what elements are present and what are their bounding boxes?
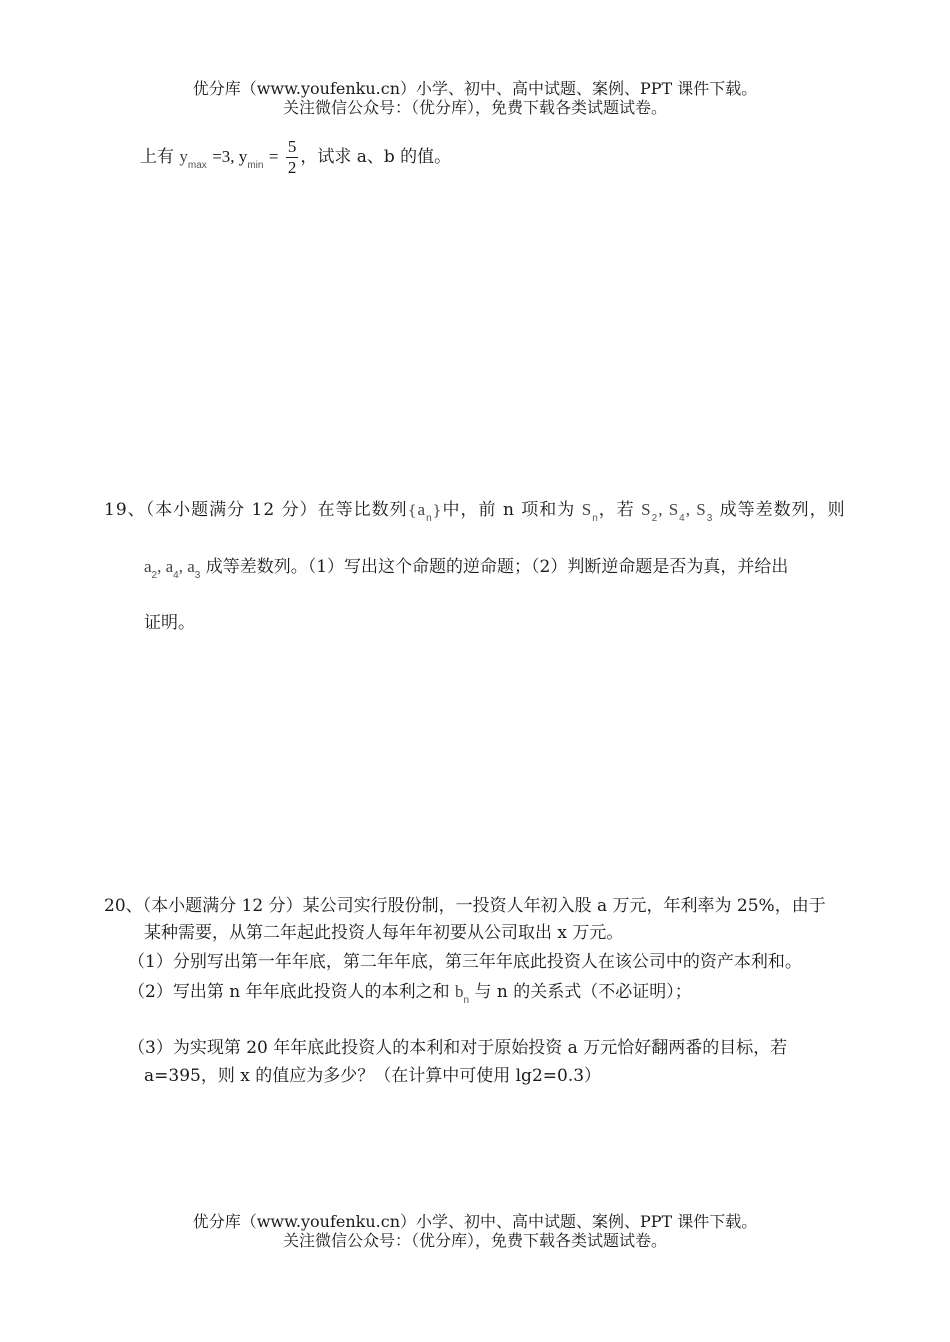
a-comma-1: , a: [157, 557, 174, 576]
a4-sub: 4: [173, 570, 179, 581]
a-list-var: a: [144, 557, 152, 576]
q20-number: 20、: [104, 896, 143, 916]
q20-part-3-line-2: a=395，则 x 的值应为多少？（在计算中可使用 lg2=0.3）: [144, 1066, 602, 1086]
a2-sub: 2: [151, 570, 158, 581]
q19-number: 19、: [104, 500, 146, 520]
sum-sub: n: [592, 513, 599, 524]
bn-sub: n: [463, 995, 470, 1006]
set-close-brace: }: [432, 503, 443, 519]
ymin-eq: =: [268, 147, 279, 166]
q20-part-3-line-1: （3）为实现第 20 年年底此投资人的本利和对于原始投资 a 万元恰好翻两番的目标，若: [128, 1038, 788, 1058]
q20-part-1: （1）分别写出第一年年底，第二年年底，第三年年底此投资人在该公司中的资产本利和。: [128, 952, 802, 972]
ymin-sub: min: [247, 160, 264, 171]
a3-sub: 3: [194, 570, 201, 581]
q18-suffix: ，试求 a、b 的值。: [300, 147, 452, 167]
bn-var: b: [454, 982, 464, 1001]
s-comma-2: , S: [685, 500, 707, 519]
q19-mid-2: ，若: [598, 500, 635, 520]
q19-line-1: [104, 498, 846, 531]
q20-line-1-text: （本小题满分 12 分）某公司实行股份制，一投资人年初入股 a 万元，年利率为 25%，由于: [142, 896, 826, 916]
fraction: [286, 137, 299, 178]
s-comma-1: , S: [658, 500, 680, 519]
fraction-denominator: 2: [287, 158, 297, 177]
footer-line-1: 优分库（www.youfenku.cn）小学、初中、高中试题、案例、PPT 课件下载。: [192, 1212, 758, 1231]
q20-line-1: [104, 894, 826, 918]
footer-line-2: 关注微信公众号：（优分库），免费下载各类试题试卷。: [282, 1231, 667, 1250]
ymax-eq: =3, y: [212, 147, 248, 166]
ymax-var: y: [179, 147, 188, 166]
sum-var: S: [581, 500, 593, 519]
seq-sub: n: [426, 513, 433, 524]
q18-prefix: 上有: [140, 147, 174, 167]
fraction-numerator: 5: [287, 137, 297, 156]
s4-sub: 4: [679, 513, 686, 524]
seq-var: a: [417, 500, 427, 519]
q19-intro: （本小题满分 12 分）在等比数列: [145, 500, 408, 520]
ymax-sub: max: [187, 160, 207, 171]
s3-sub: 3: [706, 513, 714, 524]
q19-line-3: 证明。: [144, 613, 195, 633]
s-list-var: S: [641, 500, 652, 519]
s2-sub: 2: [651, 513, 659, 524]
header-line-2: 关注微信公众号：（优分库），免费下载各类试题试卷。: [282, 98, 667, 117]
q19-line-2: [144, 555, 788, 588]
q20-line-2: 某种需要，从第二年起此投资人每年年初要从公司取出 x 万元。: [144, 923, 624, 943]
q19-line-2-text: 成等差数列。（1）写出这个命题的逆命题；（2）判断逆命题是否为真，并给出: [205, 557, 789, 577]
q19-tail-1: 成等差数列，则: [719, 500, 846, 520]
q20-part-2-post: 与 n 的关系式（不必证明）；: [474, 982, 692, 1002]
q20-part-2: [128, 980, 692, 1013]
q19-mid-1: 中，前 n 项和为: [442, 500, 576, 520]
q18-conclusion: [140, 137, 451, 181]
header-line-1: 优分库（www.youfenku.cn）小学、初中、高中试题、案例、PPT 课件下载。: [192, 79, 758, 98]
page-footer: [0, 1212, 950, 1250]
a-comma-2: , a: [178, 557, 195, 576]
page-header: [0, 79, 950, 117]
set-open-brace: {: [407, 503, 418, 519]
q20-part-2-pre: （2）写出第 n 年年底此投资人的本利之和: [128, 982, 450, 1002]
